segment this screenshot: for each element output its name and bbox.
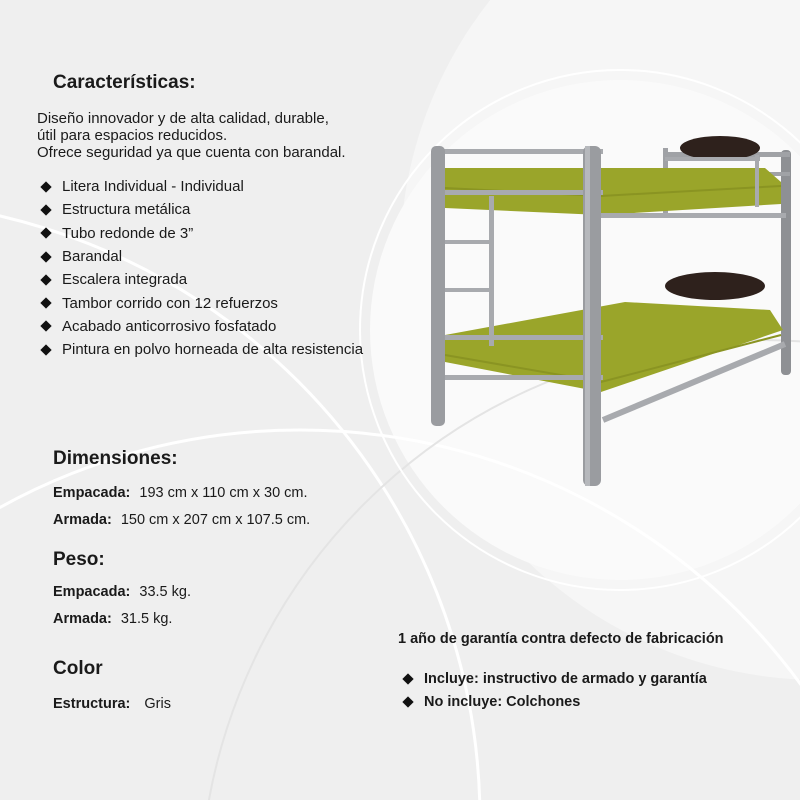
includes-list [398,667,707,713]
features-title: Características: [53,72,196,93]
description-line: Ofrece seguridad ya que cuenta con barandal. [37,144,346,161]
diamond-bullet-icon [40,181,51,192]
features-list [37,175,363,361]
diamond-bullet-icon [402,673,413,684]
weight-block [53,578,191,632]
weight-title: Peso: [53,549,105,570]
diamond-bullet-icon [40,297,51,308]
dimension-packed: Empacada: 193 cm x 110 cm x 30 cm. [53,484,308,501]
diamond-bullet-icon [40,321,51,332]
diamond-bullet-icon [40,204,51,215]
description-line: útil para espacios reducidos. [37,127,228,144]
color-title: Color [53,658,103,679]
dimension-assembled: Armada: 150 cm x 207 cm x 107.5 cm. [53,511,311,528]
list-item: Estructura metálica [37,198,363,221]
dimensions-block [53,479,310,533]
diamond-bullet-icon [40,344,51,355]
weight-assembled: Armada: 31.5 kg. [53,610,173,627]
description-line: Diseño innovador y de alta calidad, durable, [37,110,329,127]
list-item: Litera Individual - Individual [37,175,363,198]
bunk-bed-image [425,130,800,495]
diamond-bullet-icon [40,274,51,285]
weight-packed: Empacada: 33.5 kg. [53,583,191,600]
diamond-bullet-icon [40,251,51,262]
list-item: Barandal [37,245,363,268]
list-item: Tambor corrido con 12 refuerzos [37,291,363,314]
list-item: Escalera integrada [37,268,363,291]
list-item: Pintura en polvo horneada de alta resistencia [37,338,363,361]
color-structure: Estructura: Gris [53,695,171,712]
list-item: No incluye: Colchones [398,690,707,713]
list-item: Incluye: instructivo de armado y garantía [398,667,707,690]
list-item: Acabado anticorrosivo fosfatado [37,315,363,338]
diamond-bullet-icon [40,228,51,239]
list-item: Tubo redonde de 3” [37,222,363,245]
features-description [37,110,346,161]
diamond-bullet-icon [402,696,413,707]
dimensions-title: Dimensiones: [53,448,178,469]
warranty-text: 1 año de garantía contra defecto de fabricación [398,631,724,647]
